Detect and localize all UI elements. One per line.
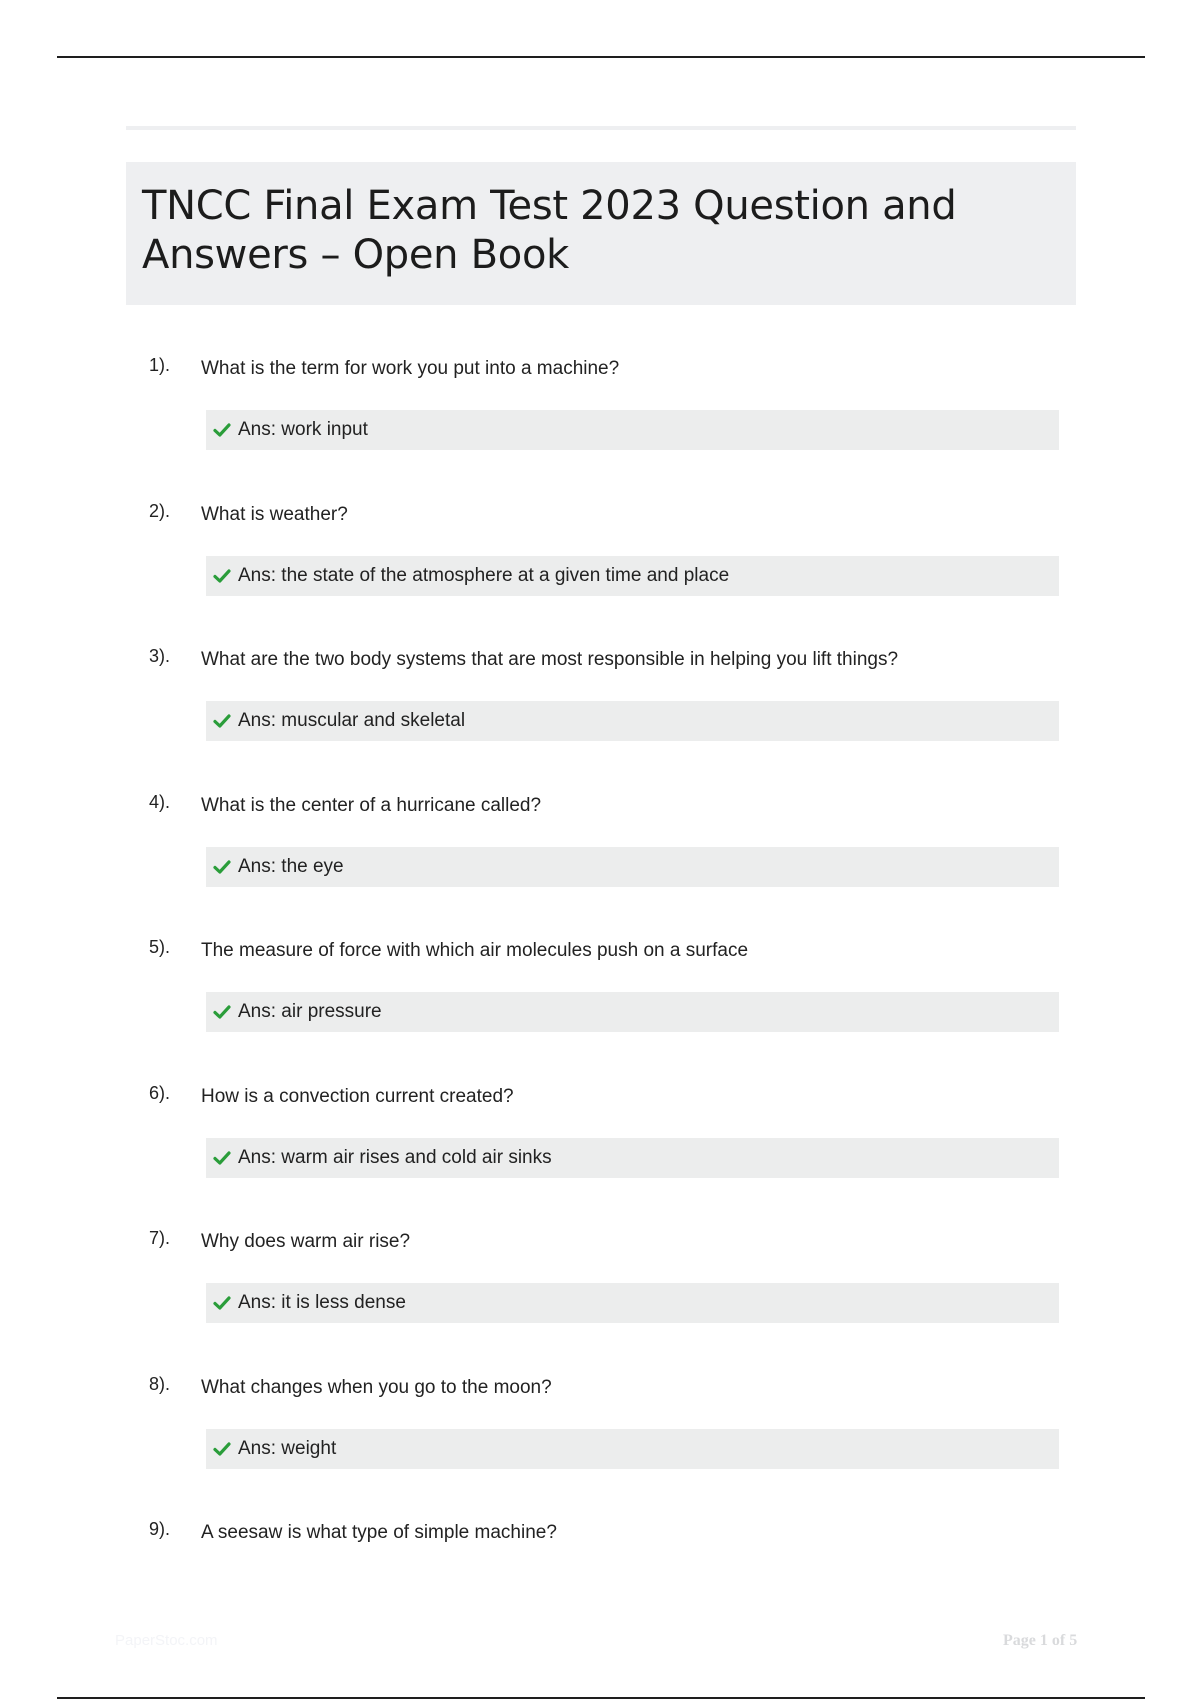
question-text: What is the center of a hurricane called? — [201, 794, 542, 816]
answer-text: Ans: weight — [238, 1437, 337, 1459]
check-icon — [212, 712, 232, 730]
question-number: 1). — [149, 355, 171, 375]
page-title-line-1: TNCC Final Exam Test 2023 Question and — [142, 183, 957, 229]
top-rule — [57, 56, 1145, 58]
answer-box — [206, 556, 1059, 596]
header-divider — [126, 126, 1076, 130]
question-text: What changes when you go to the moon? — [201, 1376, 552, 1398]
question-text: What are the two body systems that are most responsible in helping you lift things? — [201, 649, 899, 670]
question-item-5 — [126, 937, 1076, 1083]
bottom-rule — [57, 1697, 1145, 1699]
question-number: 2). — [149, 500, 171, 521]
answer-text: Ans: work input — [238, 419, 368, 440]
answer-box — [206, 701, 1059, 741]
answer-box — [206, 847, 1059, 887]
check-icon — [212, 858, 232, 876]
watermark-text: PaperStoc.com — [115, 1632, 218, 1649]
question-number: 9). — [149, 1519, 171, 1539]
question-list — [126, 355, 1076, 1665]
question-number: 3). — [149, 646, 171, 666]
question-item-9 — [126, 1519, 1076, 1665]
question-text: A seesaw is what type of simple machine? — [201, 1522, 557, 1543]
answer-box — [206, 1429, 1059, 1469]
question-item-1 — [126, 355, 1076, 501]
answer-text: Ans: the eye — [238, 855, 344, 877]
check-icon — [212, 567, 232, 585]
question-text: Why does warm air rise? — [201, 1231, 411, 1252]
question-item-2 — [126, 501, 1076, 647]
question-item-7 — [126, 1228, 1076, 1374]
question-item-4 — [126, 792, 1076, 938]
page-title — [142, 182, 1060, 280]
question-number: 6). — [149, 1082, 171, 1103]
question-text: What is the term for work you put into a machine? — [201, 358, 620, 379]
answer-box — [206, 1138, 1059, 1178]
answer-box — [206, 410, 1059, 450]
page-indicator: Page 1 of 5 — [1003, 1632, 1078, 1649]
answer-box — [206, 992, 1059, 1032]
question-item-6 — [126, 1083, 1076, 1229]
question-number: 7). — [149, 1228, 171, 1248]
title-banner — [126, 162, 1076, 305]
check-icon — [212, 1294, 232, 1312]
question-item-8 — [126, 1374, 1076, 1520]
answer-text: Ans: the state of the atmosphere at a given time and place — [238, 564, 730, 586]
answer-text: Ans: it is less dense — [238, 1292, 406, 1313]
answer-text: Ans: muscular and skeletal — [238, 710, 466, 731]
question-text: What is weather? — [201, 503, 348, 525]
question-text: The measure of force with which air molecules push on a surface — [201, 940, 749, 961]
check-icon — [212, 1149, 232, 1167]
answer-box — [206, 1283, 1059, 1323]
question-number: 4). — [149, 791, 171, 812]
answer-text: Ans: air pressure — [238, 1001, 382, 1022]
page-title-line-2: Answers – Open Book — [142, 232, 569, 278]
check-icon — [212, 1003, 232, 1021]
check-icon — [212, 1440, 232, 1458]
answer-text: Ans: warm air rises and cold air sinks — [238, 1146, 552, 1168]
question-text: How is a convection current created? — [201, 1085, 514, 1107]
question-number: 5). — [149, 937, 171, 957]
question-item-3 — [126, 646, 1076, 792]
check-icon — [212, 421, 232, 439]
question-number: 8). — [149, 1373, 171, 1394]
